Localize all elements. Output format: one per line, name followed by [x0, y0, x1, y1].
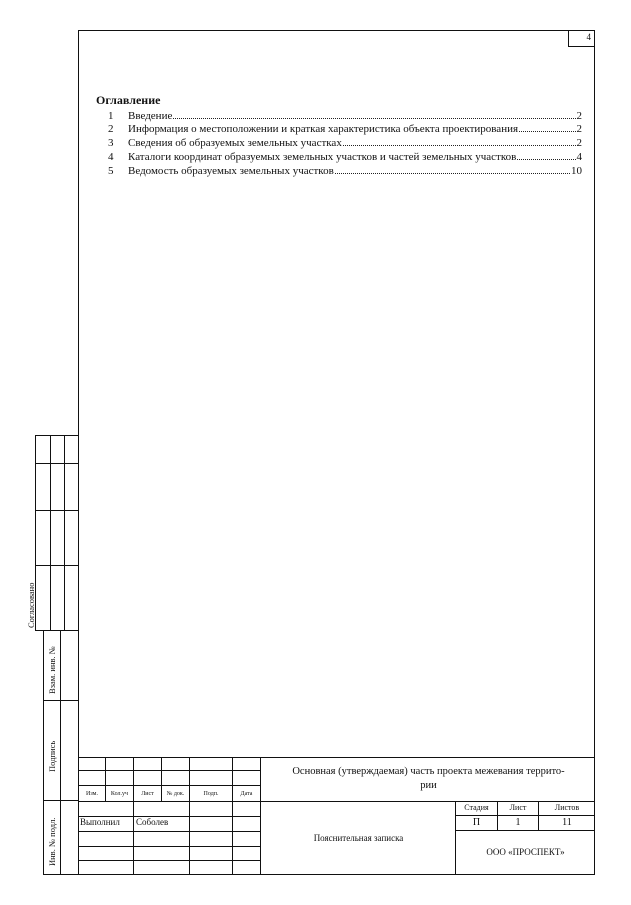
toc-leader: [335, 164, 570, 174]
toc-item[interactable]: [108, 122, 582, 136]
sheet-label: Лист: [509, 803, 527, 812]
sheet-value: 1: [515, 817, 521, 828]
col-list: Лист: [141, 791, 154, 797]
col-podp: Подп.: [203, 791, 219, 797]
toc-item-text: Введение: [128, 110, 173, 122]
stamp-title-line1: Основная (утверждаемая) часть проекта межевания террито-: [292, 766, 565, 777]
col-data: Дата: [240, 791, 253, 797]
toc-item-page: 10: [571, 165, 582, 177]
person-name: Соболев: [136, 817, 169, 827]
role-label: Выполнил: [80, 817, 120, 827]
company-name: ООО «ПРОСПЕКТ»: [486, 847, 565, 857]
soglasovano-label: Согласовано: [26, 582, 36, 628]
page-number: 4: [568, 30, 595, 47]
doc-name: Пояснительная записка: [313, 833, 404, 843]
toc-item-number: 4: [108, 151, 114, 163]
toc-item-number: 5: [108, 165, 114, 177]
stage-label: Стадия: [464, 803, 489, 812]
toc-item-text: Информация о местоположении и краткая характеристика объекта проектирования: [128, 123, 519, 135]
col-izm: Изм.: [86, 791, 98, 797]
toc-title: Оглавление: [96, 93, 161, 107]
toc-item[interactable]: [108, 164, 582, 178]
toc-leader: [519, 122, 575, 132]
toc-item[interactable]: [108, 109, 582, 123]
vzam-inv-label: Взам. инв. №: [47, 646, 57, 694]
sheets-value: 11: [562, 817, 572, 828]
stamp-title-line2: рии: [420, 780, 437, 791]
toc-item-number: 3: [108, 137, 114, 149]
toc-item-text: Каталоги координат образуемых земельных участков и частей земельных участков: [128, 151, 517, 163]
toc-item[interactable]: [108, 150, 582, 164]
toc-item-page: 2: [576, 137, 582, 149]
toc-item-page: 2: [576, 110, 582, 122]
toc-item-page: 2: [576, 123, 582, 135]
toc-item-text: Ведомость образуемых земельных участков: [128, 165, 334, 177]
toc-leader: [343, 136, 576, 146]
sheets-label: Листов: [554, 803, 580, 812]
inv-podl-label: Инв. № подл.: [47, 817, 57, 866]
col-kol-uch: Кол.уч: [110, 791, 129, 797]
toc-leader: [517, 150, 575, 160]
toc-item-page: 4: [576, 151, 582, 163]
toc-item[interactable]: [108, 136, 582, 150]
toc-leader: [173, 109, 575, 119]
podpis-label: Подпись: [47, 740, 57, 772]
toc-item-text: Сведения об образуемых земельных участках: [128, 137, 342, 149]
toc-item-number: 2: [108, 123, 114, 135]
col-doc-num: № док.: [166, 791, 185, 797]
stage-value: П: [472, 817, 481, 828]
toc-item-number: 1: [108, 110, 114, 122]
